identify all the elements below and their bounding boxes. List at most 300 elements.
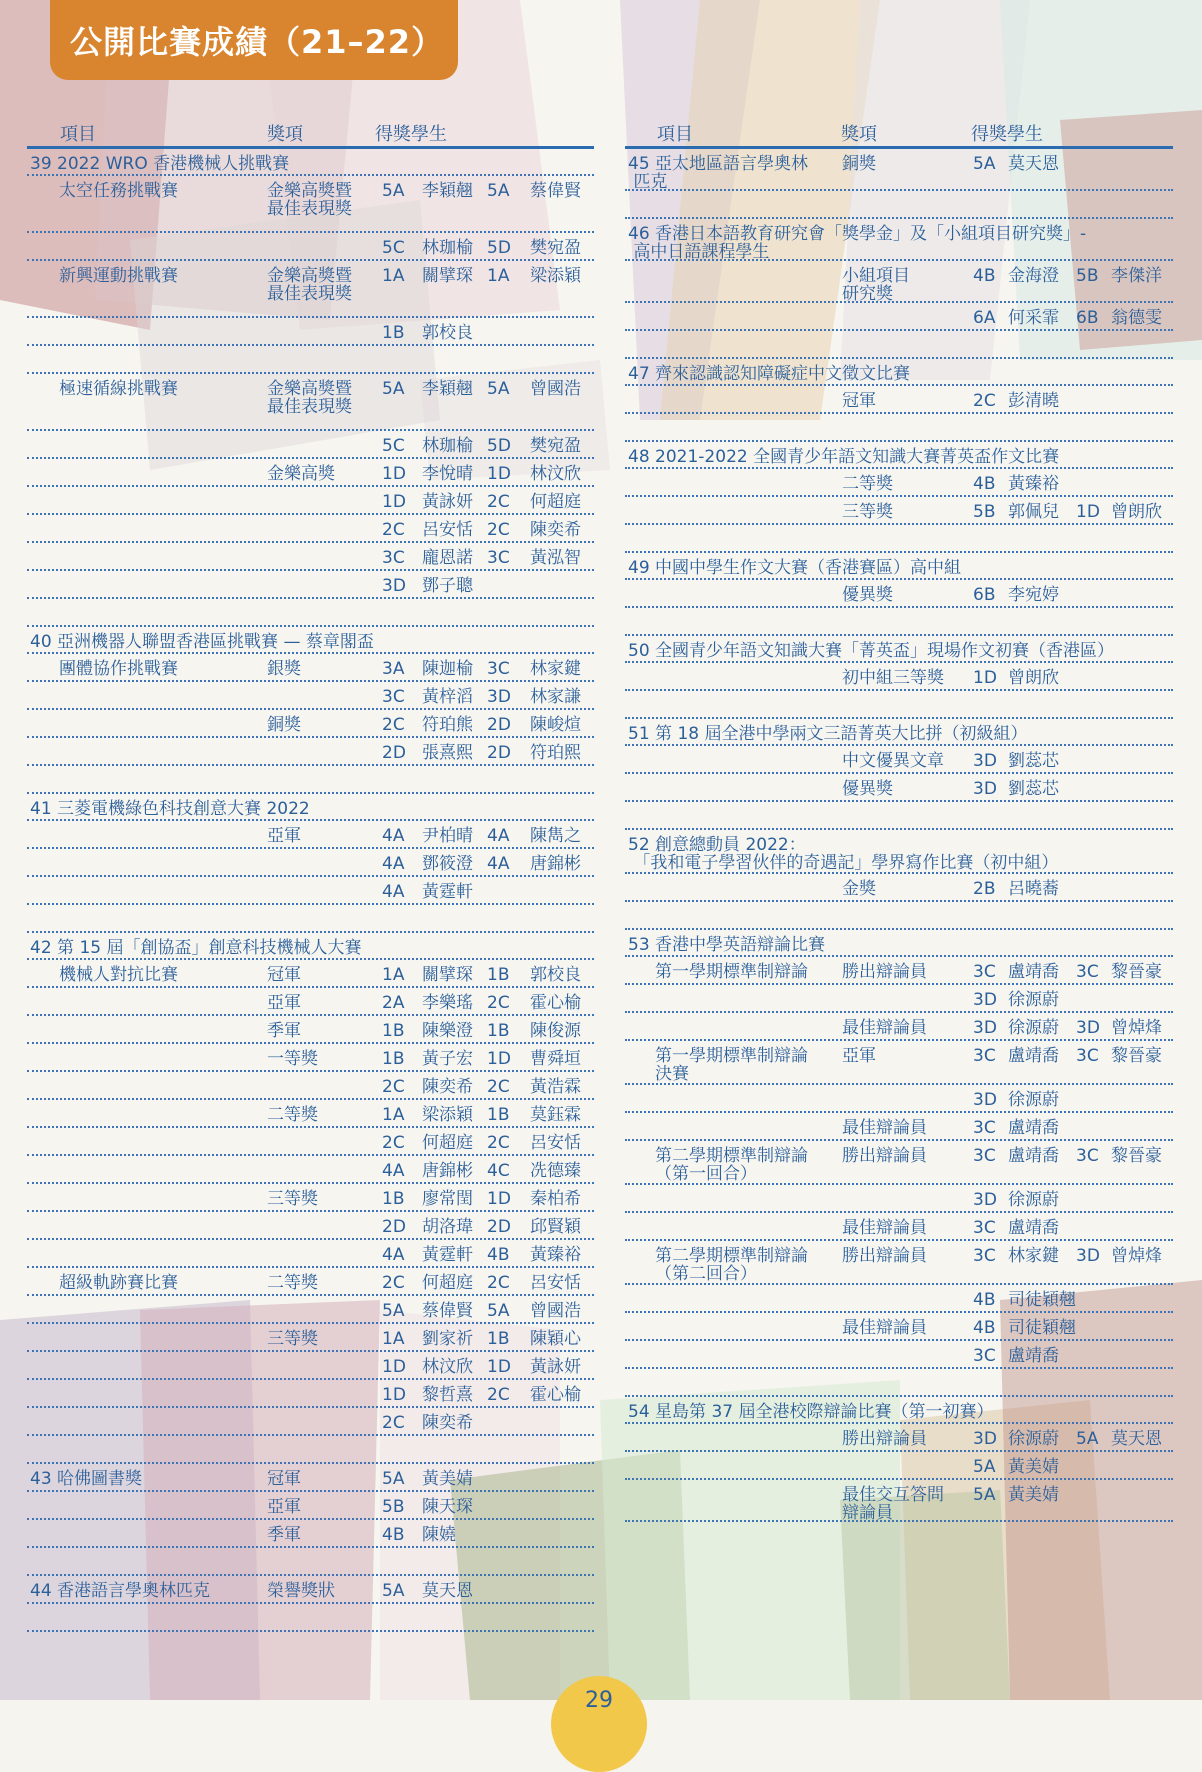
result-row: [625, 1013, 1173, 1041]
student-class: 1B: [487, 1105, 510, 1125]
award-name: 榮譽獎狀: [267, 1581, 335, 1601]
result-row: [625, 1369, 1173, 1397]
result-row: [27, 1296, 594, 1324]
student-class: 5A: [382, 379, 405, 399]
student-name: 鄧子聰: [422, 576, 473, 596]
competition-title: 51 第 18 屆全港中學兩文三語菁英大比拼（初級組）: [628, 724, 1028, 744]
result-row: [625, 1041, 1173, 1085]
student-name: 郭校良: [422, 323, 473, 343]
award-name: 初中組三等獎: [842, 668, 944, 688]
student-class: 2D: [487, 743, 511, 763]
page-title: 公開比賽成績（21–22）: [50, 0, 458, 80]
student-name: 曾焯烽: [1111, 1246, 1162, 1266]
result-row: [27, 821, 594, 849]
award-name: 二等獎: [267, 1273, 318, 1293]
result-row: [625, 1397, 1173, 1424]
competition-title: 54 星島第 37 屆全港校際辯論比賽（第一初賽）: [628, 1402, 994, 1422]
result-row: [27, 233, 594, 261]
student-name: 梁添穎: [422, 1105, 473, 1125]
student-name: 黎晉豪: [1111, 1046, 1162, 1066]
student-name: 唐錦彬: [530, 854, 581, 874]
student-name: 莫天恩: [1008, 154, 1059, 174]
competition-title: 43 哈佛圖書獎: [30, 1469, 143, 1489]
event-name: 第二學期標準制辯論 （第二回合）: [655, 1246, 808, 1284]
student-name: 林家鍵: [530, 659, 581, 679]
student-name: 翁德雯: [1111, 308, 1162, 328]
student-name: 霍心榆: [530, 1385, 581, 1405]
student-name: 郭佩兒: [1008, 502, 1059, 522]
result-row: [27, 1156, 594, 1184]
student-name: 蔡偉賢: [530, 181, 581, 201]
result-row: [625, 663, 1173, 691]
student-class: 4B: [973, 1318, 996, 1338]
header-award: 獎項: [267, 124, 303, 145]
event-name: 第一學期標準制辯論: [655, 962, 808, 982]
student-name: 冼德臻: [530, 1161, 581, 1181]
result-row: [27, 571, 594, 599]
student-name: 李穎翹: [422, 379, 473, 399]
student-class: 1A: [382, 965, 405, 985]
student-name: 黃臻裕: [530, 1245, 581, 1265]
student-class: 4C: [487, 1161, 510, 1181]
award-name: 優異獎: [842, 779, 893, 799]
student-name: 陳樂澄: [422, 1021, 473, 1041]
student-class: 3D: [382, 576, 406, 596]
award-name: 小組項目 研究獎: [842, 266, 910, 304]
student-class: 5A: [487, 379, 510, 399]
student-class: 1D: [382, 464, 406, 484]
student-name: 李傑洋: [1111, 266, 1162, 286]
student-name: 黃霆軒: [422, 882, 473, 902]
result-row: [625, 1213, 1173, 1241]
event-name: 機械人對抗比賽: [59, 965, 178, 985]
student-class: 5A: [973, 154, 996, 174]
student-class: 5B: [973, 502, 996, 522]
student-name: 關擘琛: [422, 965, 473, 985]
result-row: [625, 580, 1173, 608]
student-class: 3C: [973, 1346, 996, 1366]
student-name: 黎哲熹: [422, 1385, 473, 1405]
student-name: 黃臻裕: [1008, 474, 1059, 494]
competition-title: 45 亞太地區語言學奧林 匹克: [628, 154, 809, 192]
award-name: 勝出辯論員: [842, 1146, 927, 1166]
student-class: 1B: [487, 1021, 510, 1041]
student-class: 3D: [487, 687, 511, 707]
header-award: 獎項: [841, 124, 877, 145]
award-name: 金獎: [842, 879, 876, 899]
student-class: 5A: [487, 181, 510, 201]
result-row: [27, 176, 594, 233]
event-name: 團體協作挑戰賽: [59, 659, 178, 679]
result-row: [625, 359, 1173, 386]
student-name: 符珀熊: [422, 715, 473, 735]
student-class: 4A: [487, 826, 510, 846]
student-class: 3C: [973, 962, 996, 982]
student-class: 3C: [1076, 1046, 1099, 1066]
award-name: 優異獎: [842, 585, 893, 605]
header-students: 得獎學生: [375, 124, 447, 145]
student-class: 3D: [973, 1018, 997, 1038]
result-row: [27, 261, 594, 318]
student-class: 1D: [382, 492, 406, 512]
result-row: [27, 682, 594, 710]
student-name: 黃詠妍: [422, 492, 473, 512]
student-class: 2D: [382, 1217, 406, 1237]
student-name: 尹柏晴: [422, 826, 473, 846]
result-row: [625, 902, 1173, 930]
event-name: 第二學期標準制辯論 （第一回合）: [655, 1146, 808, 1184]
result-row: [27, 1212, 594, 1240]
student-class: 1B: [382, 1021, 405, 1041]
student-name: 徐源蔚: [1008, 990, 1059, 1010]
student-class: 3D: [973, 751, 997, 771]
student-name: 曾國浩: [530, 379, 581, 399]
student-name: 唐錦彬: [422, 1161, 473, 1181]
competition-title: 44 香港語言學奧林匹克: [30, 1581, 211, 1601]
header-item: 項目: [657, 124, 693, 145]
student-class: 5A: [382, 1581, 405, 1601]
results-list-left: [27, 149, 594, 1632]
results-list-right: [625, 149, 1173, 1522]
student-name: 林珈榆: [422, 436, 473, 456]
result-row: [27, 849, 594, 877]
header-item: 項目: [60, 124, 96, 145]
student-class: 1D: [973, 668, 997, 688]
competition-title: 42 第 15 屆「創協盃」創意科技機械人大賽: [30, 938, 362, 958]
student-name: 林家謙: [530, 687, 581, 707]
student-name: 陳奕希: [422, 1077, 473, 1097]
student-name: 曾朗欣: [1008, 668, 1059, 688]
result-row: [625, 636, 1173, 663]
result-row: [625, 191, 1173, 219]
award-name: 二等獎: [842, 474, 893, 494]
student-class: 4A: [382, 1245, 405, 1265]
award-name: 三等獎: [267, 1329, 318, 1349]
student-name: 呂安恬: [530, 1133, 581, 1153]
student-class: 5D: [487, 436, 511, 456]
competition-title: 41 三菱電機綠色科技創意大賽 2022: [30, 799, 310, 819]
student-class: 1B: [487, 1329, 510, 1349]
result-row: [625, 414, 1173, 442]
award-name: 銅獎: [267, 715, 301, 735]
student-class: 1B: [382, 323, 405, 343]
result-row: [625, 608, 1173, 636]
student-class: 2C: [487, 520, 510, 540]
event-name: 第一學期標準制辯論 決賽: [655, 1046, 808, 1084]
result-row: [27, 543, 594, 571]
result-row: [27, 905, 594, 933]
student-name: 黃浩霖: [530, 1077, 581, 1097]
award-name: 三等獎: [267, 1189, 318, 1209]
student-name: 呂安恬: [422, 520, 473, 540]
student-class: 5A: [382, 181, 405, 201]
student-class: 1A: [487, 266, 510, 286]
result-row: [625, 553, 1173, 580]
student-name: 何采霏: [1008, 308, 1059, 328]
student-name: 陳穎心: [530, 1329, 581, 1349]
award-name: 亞軍: [267, 1497, 301, 1517]
student-name: 陳俊源: [530, 1021, 581, 1041]
student-class: 3D: [973, 1190, 997, 1210]
award-name: 最佳辯論員: [842, 1218, 927, 1238]
student-name: 呂安恬: [530, 1273, 581, 1293]
result-row: [625, 830, 1173, 874]
result-row: [625, 1141, 1173, 1185]
result-row: [625, 303, 1173, 331]
result-row: [27, 1128, 594, 1156]
student-name: 莫鈺霖: [530, 1105, 581, 1125]
student-class: 4B: [973, 474, 996, 494]
award-name: 金樂高獎暨 最佳表現獎: [267, 181, 352, 219]
result-row: [27, 374, 594, 431]
student-name: 黃詠妍: [530, 1357, 581, 1377]
student-name: 林汶欣: [530, 464, 581, 484]
student-class: 5A: [382, 1469, 405, 1489]
student-name: 林汶欣: [422, 1357, 473, 1377]
competition-title: 46 香港日本語教育研究會「獎學金」及「小組項目研究獎」- 高中日語課程學生: [628, 224, 1087, 262]
award-name: 冠軍: [267, 965, 301, 985]
award-name: 金樂高獎: [267, 464, 335, 484]
student-name: 曾國浩: [530, 1301, 581, 1321]
student-class: 4A: [382, 1161, 405, 1181]
student-class: 1D: [1076, 502, 1100, 522]
column-header: [625, 120, 1173, 149]
student-class: 2B: [973, 879, 996, 899]
award-name: 最佳交互答問 辯論員: [842, 1485, 944, 1523]
student-class: 2D: [487, 1217, 511, 1237]
result-row: [625, 1285, 1173, 1313]
student-class: 3C: [487, 659, 510, 679]
student-class: 2C: [382, 1413, 405, 1433]
award-name: 勝出辯論員: [842, 962, 927, 982]
result-row: [625, 331, 1173, 359]
student-class: 1D: [487, 1357, 511, 1377]
student-name: 關擘琛: [422, 266, 473, 286]
student-class: 1B: [487, 965, 510, 985]
student-name: 盧靖喬: [1008, 1118, 1059, 1138]
result-row: [625, 930, 1173, 957]
result-row: [27, 1436, 594, 1464]
result-row: [27, 766, 594, 794]
award-name: 金樂高獎暨 最佳表現獎: [267, 266, 352, 304]
student-class: 3C: [1076, 1146, 1099, 1166]
student-name: 黃泓智: [530, 548, 581, 568]
student-name: 李樂瑤: [422, 993, 473, 1013]
result-row: [27, 459, 594, 487]
result-row: [27, 487, 594, 515]
student-class: 4A: [382, 826, 405, 846]
award-name: 亞軍: [267, 993, 301, 1013]
result-row: [625, 691, 1173, 719]
result-row: [625, 442, 1173, 469]
student-name: 莫天恩: [422, 1581, 473, 1601]
result-row: [625, 386, 1173, 414]
result-row: [27, 1352, 594, 1380]
result-row: [27, 710, 594, 738]
student-name: 龐恩諾: [422, 548, 473, 568]
student-name: 盧靖喬: [1008, 1046, 1059, 1066]
student-class: 1B: [382, 1189, 405, 1209]
student-name: 徐源蔚: [1008, 1090, 1059, 1110]
page-number: 29: [551, 1676, 647, 1772]
student-name: 陳天琛: [422, 1497, 473, 1517]
result-row: [27, 1548, 594, 1576]
student-class: 5A: [973, 1457, 996, 1477]
student-class: 2C: [382, 1133, 405, 1153]
student-class: 5C: [382, 436, 405, 456]
student-class: 3D: [1076, 1246, 1100, 1266]
result-row: [27, 1184, 594, 1212]
student-class: 3C: [973, 1146, 996, 1166]
award-name: 亞軍: [267, 826, 301, 846]
award-name: 中文優異文章: [842, 751, 944, 771]
student-class: 3C: [973, 1218, 996, 1238]
result-row: [625, 149, 1173, 191]
student-class: 3D: [1076, 1018, 1100, 1038]
award-name: 最佳辯論員: [842, 1118, 927, 1138]
student-class: 4B: [973, 266, 996, 286]
result-row: [27, 1100, 594, 1128]
result-row: [625, 719, 1173, 746]
results-column-right: [625, 120, 1173, 1522]
result-row: [625, 802, 1173, 830]
student-name: 林家鍵: [1008, 1246, 1059, 1266]
result-row: [27, 149, 594, 176]
result-row: [625, 774, 1173, 802]
student-class: 4B: [973, 1290, 996, 1310]
student-class: 2C: [382, 1077, 405, 1097]
result-row: [625, 874, 1173, 902]
result-row: [625, 497, 1173, 525]
award-name: 冠軍: [842, 391, 876, 411]
student-class: 3C: [1076, 962, 1099, 982]
student-name: 司徒穎翹: [1008, 1290, 1076, 1310]
result-row: [625, 1241, 1173, 1285]
student-name: 黎晉豪: [1111, 1146, 1162, 1166]
student-class: 1D: [382, 1357, 406, 1377]
student-class: 2C: [382, 715, 405, 735]
student-name: 張熹熙: [422, 743, 473, 763]
award-name: 亞軍: [842, 1046, 876, 1066]
result-row: [27, 431, 594, 459]
student-name: 呂曉蕎: [1008, 879, 1059, 899]
result-row: [27, 1492, 594, 1520]
student-name: 曹舜垣: [530, 1049, 581, 1069]
competition-title: 48 2021-2022 全國青少年語文知識大賽菁英盃作文比賽: [628, 447, 1060, 467]
student-name: 陳奕希: [422, 1413, 473, 1433]
event-name: 超級軌跡賽比賽: [59, 1273, 178, 1293]
student-name: 劉家祈: [422, 1329, 473, 1349]
student-name: 劉蕊芯: [1008, 779, 1059, 799]
student-name: 邱賢穎: [530, 1217, 581, 1237]
award-name: 三等獎: [842, 502, 893, 522]
event-name: 新興運動挑戰賽: [59, 266, 178, 286]
competition-title: 40 亞洲機器人聯盟香港區挑戰賽 — 蔡章閣盃: [30, 632, 374, 652]
student-name: 盧靖喬: [1008, 1146, 1059, 1166]
result-row: [625, 1452, 1173, 1480]
student-class: 2C: [973, 391, 996, 411]
student-class: 3D: [973, 990, 997, 1010]
result-row: [27, 738, 594, 766]
student-class: 5A: [973, 1485, 996, 1505]
result-row: [625, 1113, 1173, 1141]
result-row: [625, 746, 1173, 774]
result-row: [27, 1324, 594, 1352]
student-name: 陳雋之: [530, 826, 581, 846]
result-row: [27, 1240, 594, 1268]
student-name: 李穎翹: [422, 181, 473, 201]
award-name: 最佳辯論員: [842, 1018, 927, 1038]
student-class: 1D: [382, 1385, 406, 1405]
student-name: 金海澄: [1008, 266, 1059, 286]
student-class: 1D: [487, 1049, 511, 1069]
result-row: [27, 1464, 594, 1492]
student-name: 黎晉豪: [1111, 962, 1162, 982]
student-name: 蔡偉賢: [422, 1301, 473, 1321]
student-name: 黃美婧: [422, 1469, 473, 1489]
student-class: 5C: [382, 238, 405, 258]
result-row: [27, 1044, 594, 1072]
result-row: [27, 1408, 594, 1436]
event-name: 太空任務挑戰賽: [59, 181, 178, 201]
student-name: 霍心榆: [530, 993, 581, 1013]
student-name: 黃梓滔: [422, 687, 473, 707]
student-name: 盧靖喬: [1008, 962, 1059, 982]
student-class: 2D: [382, 743, 406, 763]
award-name: 季軍: [267, 1021, 301, 1041]
student-name: 盧靖喬: [1008, 1346, 1059, 1366]
student-class: 2C: [487, 1385, 510, 1405]
student-class: 3C: [487, 548, 510, 568]
student-class: 1A: [382, 1105, 405, 1125]
result-row: [625, 1185, 1173, 1213]
student-name: 梁添穎: [530, 266, 581, 286]
award-name: 季軍: [267, 1525, 301, 1545]
result-row: [27, 515, 594, 543]
result-row: [625, 1341, 1173, 1369]
student-name: 何超庭: [422, 1273, 473, 1293]
result-row: [625, 261, 1173, 303]
student-class: 5B: [1076, 266, 1099, 286]
student-name: 徐源蔚: [1008, 1429, 1059, 1449]
student-name: 鄧筱澄: [422, 854, 473, 874]
result-row: [27, 1576, 594, 1604]
student-name: 徐源蔚: [1008, 1018, 1059, 1038]
student-class: 5D: [487, 238, 511, 258]
student-class: 3D: [973, 779, 997, 799]
award-name: 金樂高獎暨 最佳表現獎: [267, 379, 352, 417]
competition-title: 50 全國青少年語文知識大賽「菁英盃」現場作文初賽（香港區）: [628, 641, 1115, 661]
student-name: 黃霆軒: [422, 1245, 473, 1265]
student-name: 何超庭: [530, 492, 581, 512]
student-class: 1A: [382, 1329, 405, 1349]
student-class: 2C: [382, 1273, 405, 1293]
student-class: 3C: [382, 548, 405, 568]
student-name: 樊宛盈: [530, 238, 581, 258]
student-name: 黃子宏: [422, 1049, 473, 1069]
student-name: 陳奕希: [530, 520, 581, 540]
student-class: 5B: [382, 1497, 405, 1517]
competition-title: 47 齊來認識認知障礙症中文徵文比賽: [628, 364, 911, 384]
student-name: 林珈榆: [422, 238, 473, 258]
student-name: 彭清曉: [1008, 391, 1059, 411]
result-row: [27, 654, 594, 682]
student-class: 3A: [382, 659, 405, 679]
result-row: [625, 1480, 1173, 1522]
student-name: 李宛婷: [1008, 585, 1059, 605]
result-row: [625, 985, 1173, 1013]
student-class: 6B: [973, 585, 996, 605]
